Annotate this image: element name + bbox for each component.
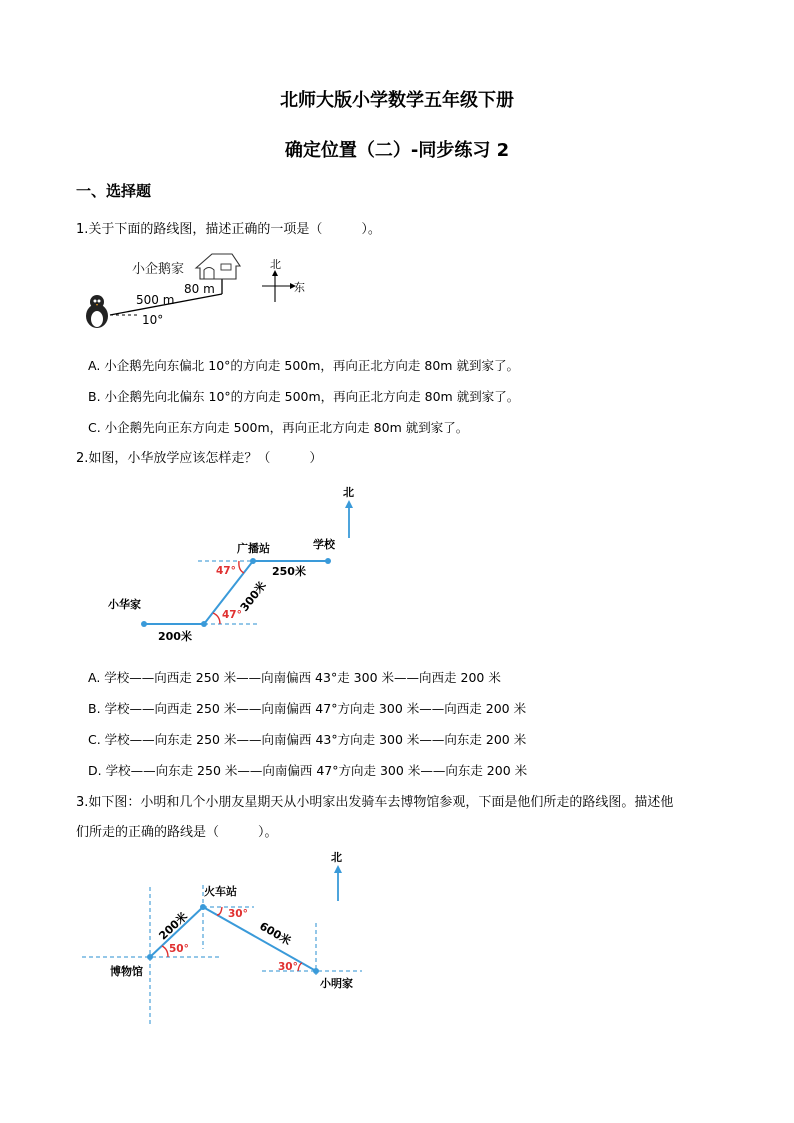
dist-500: 500 m bbox=[136, 293, 175, 307]
q2-option-a[interactable]: A. 学校——向西走 250 米——向南偏西 43°走 300 米——向西走 200 米 bbox=[88, 670, 501, 685]
q1-option-a[interactable]: A. 小企鹅先向东偏北 10°的方向走 500m，再向正北方向走 80m 就到家了。 bbox=[88, 358, 519, 373]
label-station: 火车站 bbox=[204, 885, 237, 898]
label-200: 200米 bbox=[156, 909, 191, 943]
label-angle-30a: 30° bbox=[228, 908, 248, 920]
north-arrow-icon bbox=[343, 486, 354, 538]
svg-text:北: 北 bbox=[270, 258, 281, 271]
q2-figure bbox=[100, 480, 400, 650]
q1-stem: 1.关于下面的路线图，描述正确的一项是（ ）。 bbox=[76, 222, 381, 237]
dist-80: 80 m bbox=[184, 282, 215, 296]
label-600: 600米 bbox=[257, 919, 294, 948]
label-angle-bottom: 47° bbox=[222, 609, 242, 621]
angle-arc-top bbox=[239, 561, 244, 573]
home-label: 小企鹅家 bbox=[132, 262, 185, 277]
q1-option-c[interactable]: C. 小企鹅先向正东方向走 500m，再向正北方向走 80m 就到家了。 bbox=[88, 420, 469, 435]
angle-10: 10° bbox=[142, 313, 164, 327]
q2-option-c[interactable]: C. 学校——向东走 250 米——向南偏西 43°方向走 300 米——向东走 200 米 bbox=[88, 732, 527, 747]
label-home: 小明家 bbox=[320, 977, 353, 990]
q3-stem-line1: 3.如下图：小明和几个小朋友星期天从小明家出发骑车去博物馆参观，下面是他们所走的路线图。描述他 bbox=[76, 795, 674, 810]
label-museum: 博物馆 bbox=[110, 965, 143, 978]
doc-title: 北师大版小学数学五年级下册 bbox=[280, 90, 514, 111]
penguin-icon bbox=[86, 295, 108, 328]
label-angle-top: 47° bbox=[216, 565, 236, 577]
point-station bbox=[250, 558, 256, 564]
point-home bbox=[141, 621, 147, 627]
svg-text:北: 北 bbox=[343, 486, 354, 499]
north-arrow-icon bbox=[331, 851, 342, 901]
angle-arc-30b bbox=[298, 963, 302, 971]
point-home bbox=[313, 968, 319, 974]
label-home: 小华家 bbox=[108, 598, 141, 611]
q2-stem: 2.如图，小华放学应该怎样走？（ ） bbox=[76, 451, 323, 466]
angle-arc-50 bbox=[162, 946, 168, 957]
angle-arc-bottom bbox=[213, 613, 220, 624]
label-school: 学校 bbox=[313, 538, 335, 551]
q3-figure bbox=[76, 845, 376, 1035]
q1-figure bbox=[76, 246, 326, 336]
point-school bbox=[325, 558, 331, 564]
svg-text:北: 北 bbox=[331, 851, 342, 864]
q3-stem-line2: 们所走的正确的路线是（ ）。 bbox=[76, 825, 278, 840]
label-angle-50: 50° bbox=[169, 943, 189, 955]
house-icon bbox=[196, 254, 240, 279]
label-station: 广播站 bbox=[237, 542, 270, 555]
q2-option-d[interactable]: D. 学校——向东走 250 米——向南偏西 47°方向走 300 米——向东走 200 米 bbox=[88, 763, 528, 778]
label-250: 250米 bbox=[272, 565, 306, 578]
point-museum bbox=[147, 954, 153, 960]
point-station bbox=[200, 904, 206, 910]
q2-option-b[interactable]: B. 学校——向西走 250 米——向南偏西 47°方向走 300 米——向西走 200 米 bbox=[88, 701, 527, 716]
angle-arc-30a bbox=[217, 907, 222, 915]
section-heading: 一、选择题 bbox=[76, 182, 152, 200]
label-300: 300米 bbox=[237, 579, 269, 614]
compass-icon bbox=[262, 258, 305, 302]
label-200: 200米 bbox=[158, 630, 192, 643]
point-turn bbox=[201, 621, 207, 627]
svg-text:东: 东 bbox=[294, 281, 305, 294]
doc-subtitle: 确定位置（二）-同步练习 2 bbox=[284, 140, 510, 161]
q1-option-b[interactable]: B. 小企鹅先向北偏东 10°的方向走 500m，再向正北方向走 80m 就到家了。 bbox=[88, 389, 520, 404]
label-angle-30b: 30° bbox=[278, 961, 298, 973]
